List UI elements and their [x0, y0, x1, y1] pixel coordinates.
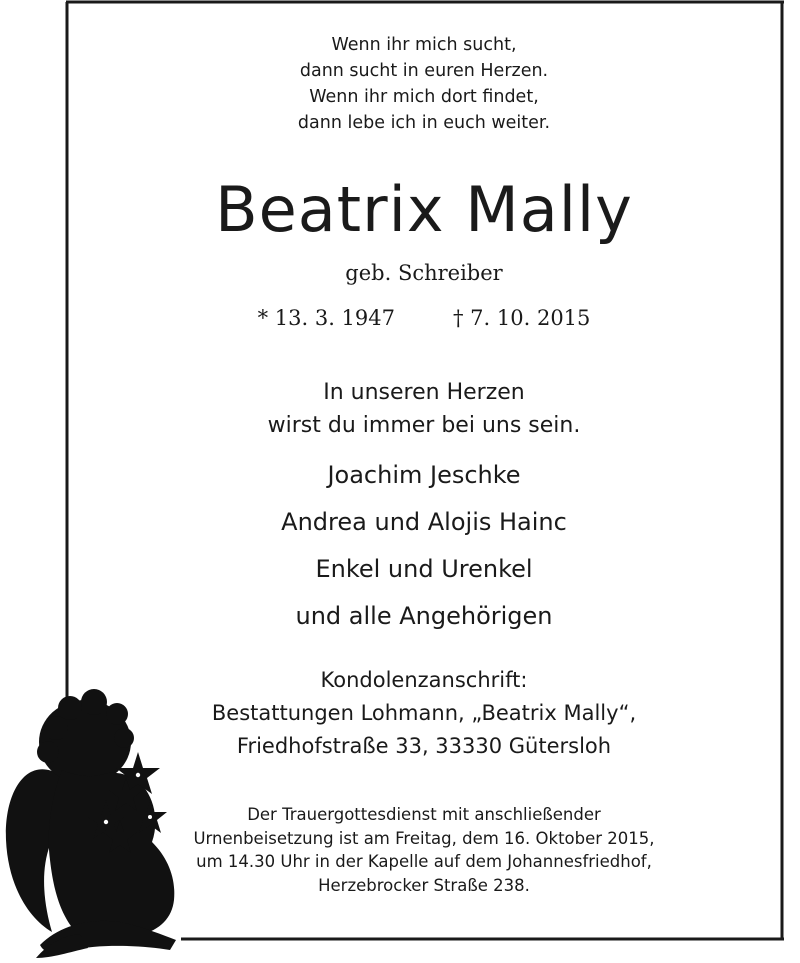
mourner-entry: Andrea und Alojis Hainc — [281, 508, 567, 536]
death-date: † 7. 10. 2015 — [453, 306, 591, 330]
condolence-line: Friedhofstraße 33, 33330 Gütersloh — [236, 734, 612, 758]
remembrance-line: wirst du immer bei uns sein. — [267, 413, 581, 438]
birth-date: * 13. 3. 1947 — [257, 306, 395, 330]
condolence-address — [66, 664, 782, 763]
remembrance-text — [66, 376, 782, 442]
mourner-entry: Joachim Jeschke — [327, 461, 521, 489]
motto-line: dann lebe ich in euch weiter. — [297, 113, 551, 133]
mourners-list — [66, 452, 782, 640]
service-line: Herzebrocker Straße 238. — [318, 875, 530, 895]
condolence-line: Bestattungen Lohmann, „Beatrix Mally“, — [211, 701, 637, 725]
motto-line: Wenn ihr mich sucht, — [331, 35, 517, 55]
mourner-entry: und alle Angehörigen — [295, 602, 553, 630]
mourner-entry: Enkel und Urenkel — [315, 555, 533, 583]
motto-line: dann sucht in euren Herzen. — [299, 61, 549, 81]
motto-verse — [66, 32, 782, 136]
service-line: um 14.30 Uhr in der Kapelle auf dem Johannesfriedhof, — [196, 852, 652, 871]
service-info — [66, 803, 782, 897]
condolence-heading: Kondolenzanschrift: — [320, 668, 528, 692]
motto-line: Wenn ihr mich dort findet, — [309, 87, 539, 107]
life-dates — [66, 302, 782, 334]
remembrance-line: In unseren Herzen — [323, 380, 525, 405]
service-line: Der Trauergottesdienst mit anschließender — [247, 805, 601, 824]
maiden-name: geb. Schreiber — [345, 261, 503, 285]
service-line: Urnenbeisetzung ist am Freitag, dem 16. Oktober 2015, — [193, 828, 655, 848]
deceased-name: Beatrix Mally — [215, 173, 633, 246]
